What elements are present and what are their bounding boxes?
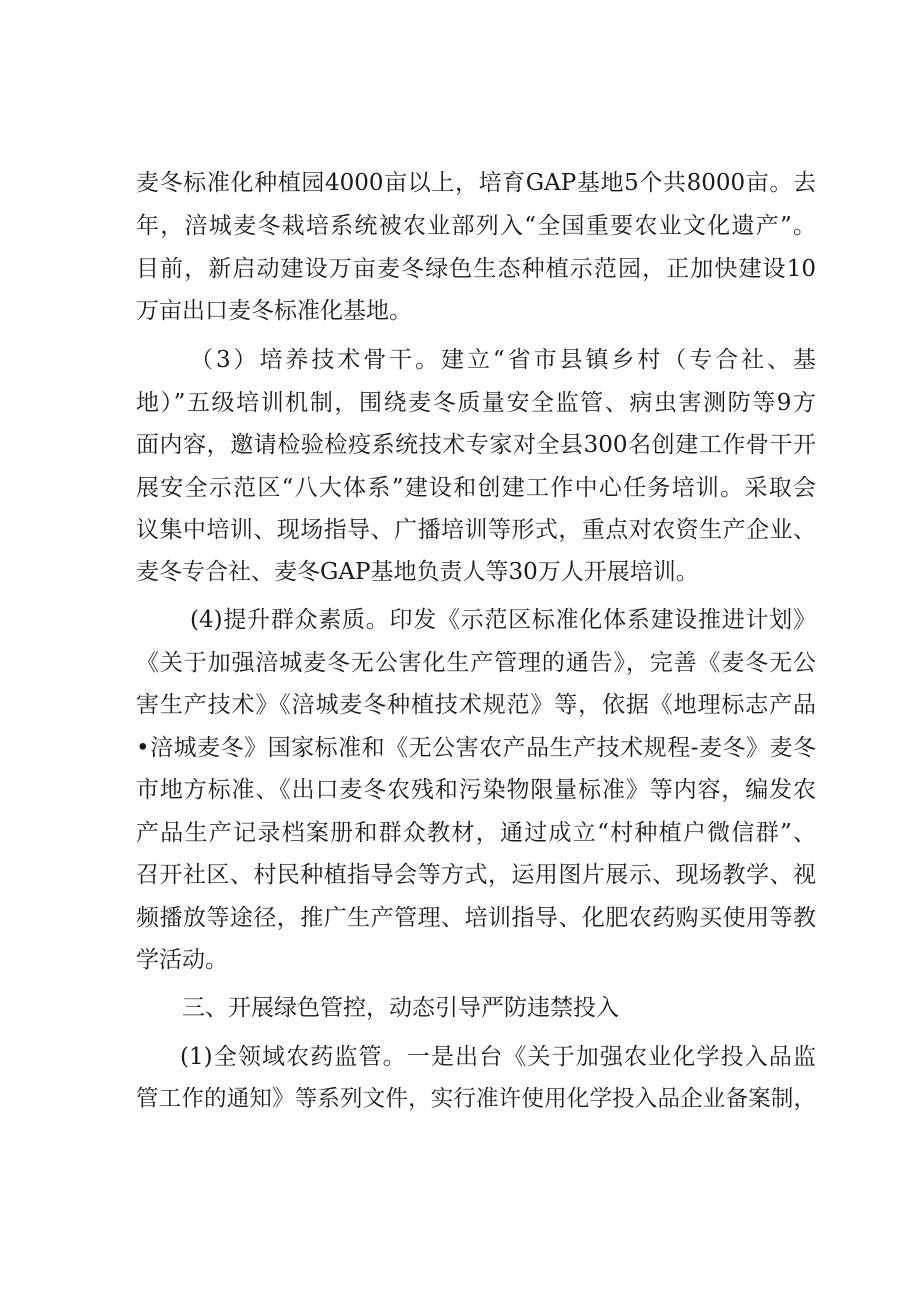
text-line: (4)提升群众素质。印发《示范区标准化体系建设推进计划》: [190, 607, 816, 633]
text-line: •涪城麦冬》国家标准和《无公害农产品生产技术规程-麦冬》麦冬: [136, 735, 816, 761]
text-line: 学活动。: [136, 947, 228, 973]
text-line: 市地方标准、《出口麦冬农残和污染物限量标准》等内容，编发农: [136, 777, 816, 803]
text-line: 麦冬标准化种植园4000亩以上，培育GAP基地5个共8000亩。去: [136, 170, 816, 196]
text-line: 目前，新启动建设万亩麦冬绿色生态种植示范园，正加快建设10: [136, 256, 816, 282]
text-line: 地）”五级培训机制，围绕麦冬质量安全监管、病虫害测防等9方: [136, 390, 816, 416]
text-line: 产品生产记录档案册和群众教材，通过成立“村种植户微信群”、: [136, 820, 816, 846]
text-line: (1)全领域农药监管。一是出台《关于加强农业化学投入品监: [180, 1044, 816, 1070]
text-line: 展安全示范区“八大体系”建设和创建工作中心任务培训。采取会: [136, 475, 816, 501]
text-line: 年，涪城麦冬栽培系统被农业部列入“全国重要农业文化遗产”。: [136, 213, 816, 239]
text-line: 召开社区、村民种植指导会等方式，运用图片展示、现场教学、视: [136, 862, 816, 888]
text-line: 面内容，邀请检验检疫系统技术专家对全县300名创建工作骨干开: [136, 432, 816, 458]
text-line: 万亩出口麦冬标准化基地。: [136, 298, 412, 324]
text-line: 管工作的通知》等系列文件，实行准许使用化学投入品企业备案制，: [136, 1086, 816, 1112]
section-heading: 三、开展绿色管控，动态引导严防违禁投入: [182, 995, 619, 1021]
text-line: 议集中培训、现场指导、广播培训等形式，重点对农资生产企业、: [136, 517, 816, 543]
text-line: 麦冬专合社、麦冬GAP基地负责人等30万人开展培训。: [136, 559, 699, 585]
text-line: 害生产技术》《涪城麦冬种植技术规范》等，依据《地理标志产品: [136, 692, 816, 718]
text-line: （3）培养技术骨干。建立“省市县镇乡村（专合社、基: [190, 347, 816, 373]
text-line: 频播放等途径，推广生产管理、培训指导、化肥农药购买使用等教: [136, 905, 816, 931]
text-line: 《关于加强涪城麦冬无公害化生产管理的通告》，完善《麦冬无公: [136, 650, 816, 676]
